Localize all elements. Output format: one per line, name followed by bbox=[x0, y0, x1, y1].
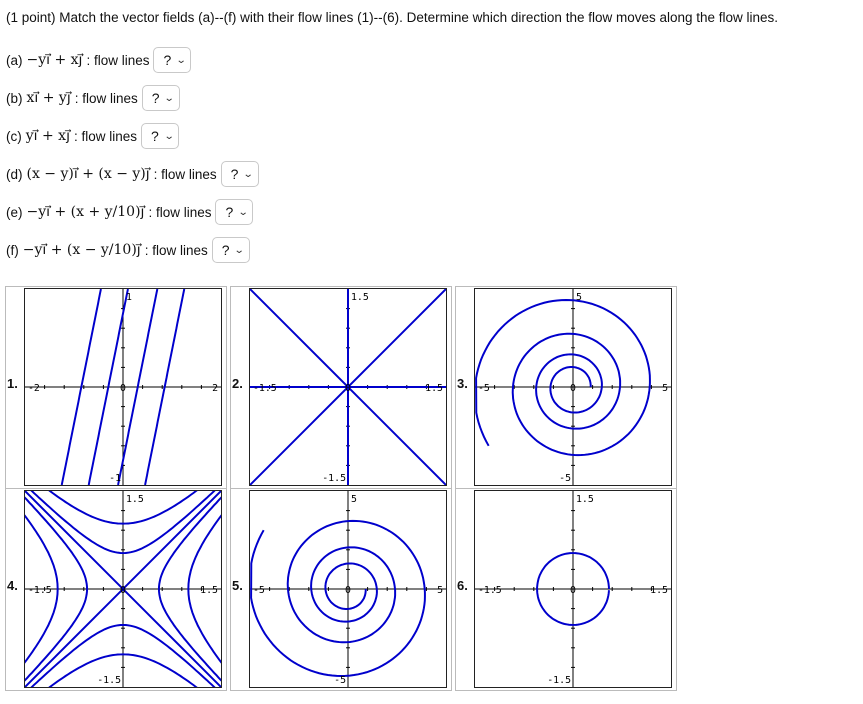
question-b bbox=[6, 84, 180, 112]
x-min-label: -5 bbox=[252, 584, 265, 596]
y-min-label: -1.5 bbox=[97, 675, 122, 687]
vector-field-expression: (x − y)i⃗ + (x − y)j⃗ bbox=[26, 166, 150, 182]
problem-statement bbox=[6, 10, 778, 25]
select-value: ? bbox=[225, 204, 234, 220]
x-min-label: -1.5 bbox=[477, 584, 502, 596]
x-max-label: 1.5 bbox=[425, 382, 444, 394]
plot-number: 5. bbox=[232, 578, 243, 593]
select-value: ? bbox=[230, 166, 239, 182]
question-c bbox=[6, 122, 179, 150]
x-max-label: 2 bbox=[212, 382, 219, 394]
flow-lines-label: : flow lines bbox=[153, 166, 217, 182]
y-max-label: 5 bbox=[350, 493, 357, 505]
origin-label: 0 bbox=[120, 584, 126, 596]
x-max-label: 5 bbox=[662, 382, 669, 394]
origin-label: 0 bbox=[570, 584, 576, 596]
flow-line bbox=[476, 300, 650, 455]
chevron-down-icon: ⌄ bbox=[237, 206, 249, 218]
question-label: (f) bbox=[6, 242, 19, 258]
question-label: (c) bbox=[6, 128, 22, 144]
vector-field-expression: −yi⃗ + (x − y/10)j⃗ bbox=[22, 242, 141, 258]
instructions-text: Match the vector fields (a)--(f) with their flow lines (1)--(6). Determine which direction the flow moves along the flow lines. bbox=[59, 10, 779, 25]
flow-lines-label: : flow lines bbox=[74, 90, 138, 106]
question-label: (b) bbox=[6, 90, 23, 106]
chevron-down-icon: ⌄ bbox=[163, 130, 175, 142]
y-min-label: -1.5 bbox=[322, 473, 347, 485]
select-value: ? bbox=[221, 242, 230, 258]
answer-select-e[interactable] bbox=[215, 199, 253, 225]
flow-lines-label: : flow lines bbox=[86, 52, 150, 68]
x-min-label: -1.5 bbox=[252, 382, 277, 394]
x-max-label: 5 bbox=[437, 584, 444, 596]
plot-5 bbox=[249, 490, 447, 688]
question-d bbox=[6, 160, 259, 188]
y-min-label: -1.5 bbox=[547, 675, 572, 687]
origin-label: 0 bbox=[345, 382, 351, 394]
vector-field-expression: yi⃗ + xj⃗ bbox=[25, 128, 70, 144]
x-min-label: -1.5 bbox=[27, 584, 52, 596]
chevron-down-icon: ⌄ bbox=[243, 168, 254, 180]
plot-3 bbox=[474, 288, 672, 486]
select-value: ? bbox=[151, 128, 159, 144]
plot-number: 3. bbox=[457, 376, 468, 391]
flow-lines-label: : flow lines bbox=[144, 242, 208, 258]
flow-line bbox=[251, 521, 425, 676]
chevron-down-icon: ⌄ bbox=[175, 54, 187, 66]
plot-4 bbox=[24, 490, 222, 688]
plot-number: 4. bbox=[7, 578, 18, 593]
vector-field-expression: −yi⃗ + (x + y/10)j⃗ bbox=[26, 204, 145, 220]
origin-label: 0 bbox=[570, 382, 576, 394]
answer-select-d[interactable] bbox=[221, 161, 259, 187]
y-max-label: 1.5 bbox=[350, 291, 369, 303]
chevron-down-icon: ⌄ bbox=[234, 244, 245, 256]
question-label: (a) bbox=[6, 52, 23, 68]
vector-field-expression: −yi⃗ + xj⃗ bbox=[26, 52, 83, 68]
answer-select-b[interactable] bbox=[142, 85, 180, 111]
vector-field-expression: xi⃗ + yj⃗ bbox=[26, 90, 71, 106]
plot-number: 6. bbox=[457, 578, 468, 593]
question-label: (e) bbox=[6, 204, 23, 220]
points-label: (1 point) bbox=[6, 10, 56, 25]
answer-select-a[interactable] bbox=[153, 47, 191, 73]
y-min-label: -5 bbox=[334, 675, 347, 687]
question-e bbox=[6, 198, 253, 226]
origin-label: 0 bbox=[120, 382, 126, 394]
plot-1 bbox=[24, 288, 222, 486]
plot-number: 1. bbox=[7, 376, 18, 391]
plot-6 bbox=[474, 490, 672, 688]
y-min-label: -1 bbox=[109, 473, 122, 485]
y-max-label: 1 bbox=[125, 291, 132, 303]
chevron-down-icon: ⌄ bbox=[164, 92, 176, 104]
x-max-label: 1.5 bbox=[650, 584, 669, 596]
plot-2 bbox=[249, 288, 447, 486]
select-value: ? bbox=[151, 90, 160, 106]
question-f bbox=[6, 236, 250, 264]
question-label: (d) bbox=[6, 166, 23, 182]
flow-lines-label: : flow lines bbox=[148, 204, 212, 220]
y-max-label: 1.5 bbox=[125, 493, 144, 505]
origin-label: 0 bbox=[345, 584, 351, 596]
y-min-label: -5 bbox=[559, 473, 572, 485]
select-value: ? bbox=[163, 52, 172, 68]
plot-number: 2. bbox=[232, 376, 243, 391]
x-max-label: 1.5 bbox=[200, 584, 219, 596]
flow-lines-label: : flow lines bbox=[73, 128, 137, 144]
y-max-label: 5 bbox=[575, 291, 582, 303]
question-a bbox=[6, 46, 191, 74]
x-min-label: -5 bbox=[477, 382, 490, 394]
answer-select-c[interactable] bbox=[141, 123, 179, 149]
y-max-label: 1.5 bbox=[575, 493, 594, 505]
x-min-label: -2 bbox=[27, 382, 40, 394]
answer-select-f[interactable] bbox=[212, 237, 250, 263]
